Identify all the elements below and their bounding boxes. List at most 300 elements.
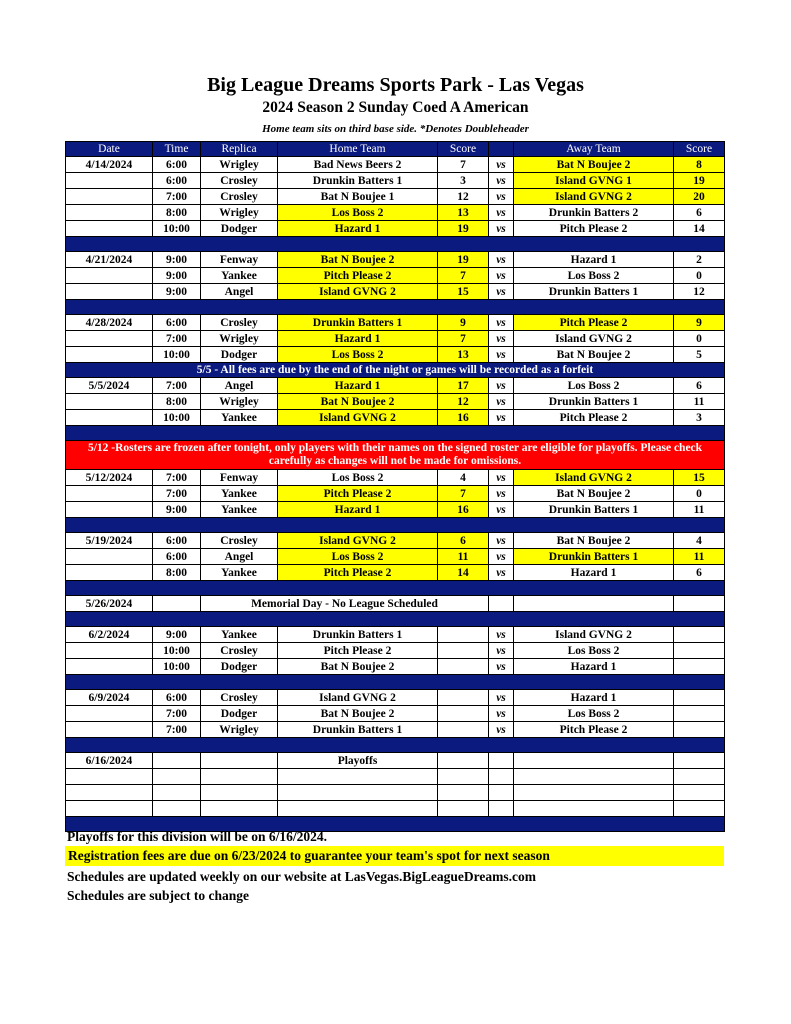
vs-cell: vs: [489, 643, 514, 659]
separator-cell: [66, 518, 725, 533]
away-score-cell: 0: [674, 331, 725, 347]
table-row: [66, 470, 725, 486]
time-cell: 6:00: [153, 533, 201, 549]
home-team-cell: Bat N Boujee 2: [278, 252, 438, 268]
date-cell: [66, 785, 153, 801]
replica-cell: [201, 769, 278, 785]
date-cell: 6/9/2024: [66, 690, 153, 706]
away-score-cell: [674, 722, 725, 738]
home-team-cell: Island GVNG 2: [278, 284, 438, 300]
vs-cell: [489, 769, 514, 785]
home-team-cell: Pitch Please 2: [278, 486, 438, 502]
away-score-cell: [674, 596, 725, 612]
home-team-cell: [278, 801, 438, 817]
separator-cell: [66, 237, 725, 252]
vs-cell: vs: [489, 410, 514, 426]
home-score-cell: [438, 769, 489, 785]
away-score-cell: 20: [674, 189, 725, 205]
away-score-cell: 0: [674, 268, 725, 284]
time-cell: 10:00: [153, 221, 201, 237]
away-score-cell: [674, 659, 725, 675]
table-row: [66, 565, 725, 581]
table-row: [66, 502, 725, 518]
away-team-cell: Pitch Please 2: [514, 315, 674, 331]
away-score-cell: 0: [674, 486, 725, 502]
date-cell: [66, 769, 153, 785]
vs-cell: vs: [489, 470, 514, 486]
home-team-cell: Pitch Please 2: [278, 643, 438, 659]
separator-row: [66, 738, 725, 753]
away-team-cell: Hazard 1: [514, 659, 674, 675]
away-score-cell: [674, 785, 725, 801]
away-score-cell: [674, 690, 725, 706]
col-header-away-team: Away Team: [514, 142, 674, 157]
separator-row: [66, 237, 725, 252]
separator-row: [66, 300, 725, 315]
home-team-cell: Island GVNG 2: [278, 690, 438, 706]
vs-cell: vs: [489, 549, 514, 565]
away-score-cell: 11: [674, 502, 725, 518]
table-row: [66, 722, 725, 738]
home-team-cell: Bat N Boujee 2: [278, 394, 438, 410]
away-team-cell: Drunkin Batters 1: [514, 502, 674, 518]
table-row: [66, 157, 725, 173]
separator-cell: [66, 426, 725, 441]
home-team-cell: Pitch Please 2: [278, 268, 438, 284]
away-team-cell: Bat N Boujee 2: [514, 347, 674, 363]
vs-cell: vs: [489, 722, 514, 738]
time-cell: 6:00: [153, 157, 201, 173]
away-team-cell: Island GVNG 1: [514, 173, 674, 189]
home-score-cell: 3: [438, 173, 489, 189]
home-team-cell: Pitch Please 2: [278, 565, 438, 581]
away-team-cell: Hazard 1: [514, 690, 674, 706]
away-team-cell: Bat N Boujee 2: [514, 157, 674, 173]
home-score-cell: 7: [438, 331, 489, 347]
home-score-cell: 7: [438, 157, 489, 173]
date-cell: 5/26/2024: [66, 596, 153, 612]
replica-cell: Crosley: [201, 189, 278, 205]
date-cell: 5/12/2024: [66, 470, 153, 486]
table-row: [66, 221, 725, 237]
time-cell: 9:00: [153, 252, 201, 268]
time-cell: 10:00: [153, 659, 201, 675]
table-row: [66, 753, 725, 769]
home-team-cell: Drunkin Batters 1: [278, 627, 438, 643]
away-score-cell: 4: [674, 533, 725, 549]
away-team-cell: Drunkin Batters 1: [514, 549, 674, 565]
away-team-cell: [514, 596, 674, 612]
away-team-cell: [514, 769, 674, 785]
away-team-cell: Hazard 1: [514, 252, 674, 268]
vs-cell: vs: [489, 157, 514, 173]
col-header-date: Date: [66, 142, 153, 157]
away-team-cell: Los Boss 2: [514, 706, 674, 722]
home-score-cell: 7: [438, 268, 489, 284]
time-cell: 7:00: [153, 470, 201, 486]
home-team-cell: Bat N Boujee 2: [278, 706, 438, 722]
table-row: [66, 331, 725, 347]
vs-cell: vs: [489, 205, 514, 221]
home-team-cell: Hazard 1: [278, 221, 438, 237]
home-score-cell: [438, 706, 489, 722]
replica-cell: [201, 753, 278, 769]
time-cell: [153, 785, 201, 801]
away-score-cell: 12: [674, 284, 725, 300]
time-cell: [153, 769, 201, 785]
table-row: [66, 549, 725, 565]
home-team-cell: Island GVNG 2: [278, 533, 438, 549]
home-team-cell: Los Boss 2: [278, 205, 438, 221]
page-subtitle: 2024 Season 2 Sunday Coed A American: [262, 99, 529, 116]
home-score-cell: 16: [438, 502, 489, 518]
home-score-cell: [438, 627, 489, 643]
away-score-cell: 9: [674, 315, 725, 331]
replica-cell: Angel: [201, 549, 278, 565]
vs-cell: vs: [489, 252, 514, 268]
away-score-cell: 11: [674, 394, 725, 410]
away-score-cell: 8: [674, 157, 725, 173]
home-score-cell: 16: [438, 410, 489, 426]
date-cell: [66, 173, 153, 189]
date-cell: 6/16/2024: [66, 753, 153, 769]
home-score-cell: [438, 659, 489, 675]
footer-registration-note: Registration fees are due on 6/23/2024 to guarantee your team's spot for next season: [65, 846, 724, 866]
away-team-cell: Pitch Please 2: [514, 410, 674, 426]
table-row: [66, 659, 725, 675]
replica-cell: Wrigley: [201, 157, 278, 173]
home-team-cell: [278, 785, 438, 801]
date-cell: [66, 221, 153, 237]
home-team-cell: Drunkin Batters 1: [278, 315, 438, 331]
away-score-cell: [674, 643, 725, 659]
away-team-cell: Pitch Please 2: [514, 722, 674, 738]
time-cell: 6:00: [153, 690, 201, 706]
vs-cell: vs: [489, 394, 514, 410]
table-row: [66, 486, 725, 502]
date-cell: 5/19/2024: [66, 533, 153, 549]
time-cell: 10:00: [153, 643, 201, 659]
away-score-cell: 19: [674, 173, 725, 189]
table-row: [66, 315, 725, 331]
date-cell: [66, 347, 153, 363]
home-team-cell: Drunkin Batters 1: [278, 722, 438, 738]
date-cell: [66, 706, 153, 722]
table-row: [66, 268, 725, 284]
replica-cell: Yankee: [201, 565, 278, 581]
home-score-cell: 13: [438, 205, 489, 221]
notice-text: 5/5 - All fees are due by the end of the night or games will be recorded as a forfeit: [66, 363, 725, 378]
away-team-cell: Drunkin Batters 2: [514, 205, 674, 221]
home-score-cell: [438, 643, 489, 659]
date-cell: 5/5/2024: [66, 378, 153, 394]
vs-cell: vs: [489, 331, 514, 347]
time-cell: 8:00: [153, 205, 201, 221]
home-score-cell: 11: [438, 549, 489, 565]
away-score-cell: 6: [674, 565, 725, 581]
away-score-cell: [674, 706, 725, 722]
vs-cell: vs: [489, 659, 514, 675]
home-team-cell: Los Boss 2: [278, 470, 438, 486]
time-cell: 7:00: [153, 722, 201, 738]
table-row: [66, 189, 725, 205]
table-row: [66, 690, 725, 706]
table-row: [66, 410, 725, 426]
date-cell: [66, 659, 153, 675]
time-cell: 9:00: [153, 268, 201, 284]
away-team-cell: Pitch Please 2: [514, 221, 674, 237]
date-cell: [66, 189, 153, 205]
away-team-cell: Island GVNG 2: [514, 627, 674, 643]
date-cell: 4/21/2024: [66, 252, 153, 268]
alert-row: [66, 441, 725, 470]
away-score-cell: [674, 627, 725, 643]
home-team-cell: Playoffs: [278, 753, 438, 769]
col-header-vs: [489, 142, 514, 157]
time-cell: 7:00: [153, 378, 201, 394]
replica-cell: Dodger: [201, 706, 278, 722]
date-cell: 4/14/2024: [66, 157, 153, 173]
separator-row: [66, 518, 725, 533]
table-row: [66, 785, 725, 801]
away-score-cell: 3: [674, 410, 725, 426]
span-text: Memorial Day - No League Scheduled: [201, 596, 489, 612]
away-score-cell: 15: [674, 470, 725, 486]
vs-cell: vs: [489, 284, 514, 300]
table-row: [66, 284, 725, 300]
date-cell: [66, 801, 153, 817]
date-cell: [66, 549, 153, 565]
table-header-row: [66, 142, 725, 157]
date-cell: [66, 331, 153, 347]
time-cell: 9:00: [153, 284, 201, 300]
time-cell: 8:00: [153, 394, 201, 410]
time-cell: 10:00: [153, 410, 201, 426]
replica-cell: Wrigley: [201, 722, 278, 738]
table-row: [66, 394, 725, 410]
replica-cell: Angel: [201, 378, 278, 394]
table-row: [66, 252, 725, 268]
page-title: Big League Dreams Sports Park - Las Vegas: [207, 74, 584, 96]
vs-cell: vs: [489, 706, 514, 722]
table-row: [66, 627, 725, 643]
date-cell: [66, 486, 153, 502]
home-score-cell: [438, 690, 489, 706]
time-cell: 9:00: [153, 627, 201, 643]
away-team-cell: Bat N Boujee 2: [514, 486, 674, 502]
replica-cell: Dodger: [201, 221, 278, 237]
home-team-cell: Bad News Beers 2: [278, 157, 438, 173]
vs-cell: [489, 596, 514, 612]
time-cell: 6:00: [153, 315, 201, 331]
home-team-cell: Los Boss 2: [278, 549, 438, 565]
vs-cell: vs: [489, 627, 514, 643]
away-team-cell: Drunkin Batters 1: [514, 394, 674, 410]
replica-cell: Yankee: [201, 486, 278, 502]
time-cell: 7:00: [153, 706, 201, 722]
time-cell: 8:00: [153, 565, 201, 581]
vs-cell: vs: [489, 565, 514, 581]
replica-cell: Wrigley: [201, 205, 278, 221]
replica-cell: Angel: [201, 284, 278, 300]
table-row: [66, 173, 725, 189]
away-team-cell: Los Boss 2: [514, 268, 674, 284]
time-cell: 9:00: [153, 502, 201, 518]
home-score-cell: 12: [438, 394, 489, 410]
date-cell: [66, 722, 153, 738]
vs-cell: vs: [489, 378, 514, 394]
date-cell: [66, 502, 153, 518]
home-score-cell: [438, 722, 489, 738]
home-team-cell: Bat N Boujee 1: [278, 189, 438, 205]
replica-cell: Fenway: [201, 252, 278, 268]
time-cell: [153, 753, 201, 769]
separator-row: [66, 675, 725, 690]
time-cell: [153, 801, 201, 817]
home-team-cell: Drunkin Batters 1: [278, 173, 438, 189]
replica-cell: Crosley: [201, 533, 278, 549]
time-cell: 7:00: [153, 189, 201, 205]
vs-cell: vs: [489, 347, 514, 363]
replica-cell: Crosley: [201, 643, 278, 659]
date-cell: [66, 410, 153, 426]
vs-cell: vs: [489, 533, 514, 549]
away-score-cell: 2: [674, 252, 725, 268]
time-cell: 7:00: [153, 331, 201, 347]
away-score-cell: 6: [674, 205, 725, 221]
away-score-cell: 14: [674, 221, 725, 237]
vs-cell: [489, 785, 514, 801]
home-score-cell: 6: [438, 533, 489, 549]
home-score-cell: 4: [438, 470, 489, 486]
table-row: [66, 533, 725, 549]
separator-row: [66, 581, 725, 596]
separator-cell: [66, 675, 725, 690]
footer-playoffs-note: Playoffs for this division will be on 6/16/2024.: [67, 829, 328, 844]
date-cell: 4/28/2024: [66, 315, 153, 331]
schedule-table: [65, 141, 725, 832]
separator-row: [66, 426, 725, 441]
replica-cell: Crosley: [201, 690, 278, 706]
home-team-cell: Bat N Boujee 2: [278, 659, 438, 675]
time-cell: 6:00: [153, 173, 201, 189]
table-row: [66, 205, 725, 221]
away-team-cell: Bat N Boujee 2: [514, 533, 674, 549]
away-team-cell: Los Boss 2: [514, 378, 674, 394]
home-score-cell: 19: [438, 221, 489, 237]
replica-cell: Yankee: [201, 627, 278, 643]
time-cell: 10:00: [153, 347, 201, 363]
replica-cell: Dodger: [201, 659, 278, 675]
vs-cell: vs: [489, 221, 514, 237]
table-row: [66, 378, 725, 394]
vs-cell: vs: [489, 502, 514, 518]
away-score-cell: 5: [674, 347, 725, 363]
home-team-cell: Hazard 1: [278, 331, 438, 347]
vs-cell: vs: [489, 486, 514, 502]
separator-cell: [66, 300, 725, 315]
replica-cell: Crosley: [201, 315, 278, 331]
time-cell: 6:00: [153, 549, 201, 565]
replica-cell: Fenway: [201, 470, 278, 486]
alert-text: 5/12 -Rosters are frozen after tonight, only players with their names on the signed roster are eligible for playoffs. Please check carefully as changes will not be made for omissions.: [66, 441, 725, 470]
footer-website-note: Schedules are updated weekly on our website at LasVegas.BigLeagueDreams.com: [67, 869, 537, 884]
table-row: [66, 769, 725, 785]
away-team-cell: [514, 785, 674, 801]
footer-change-note: Schedules are subject to change: [67, 888, 249, 903]
time-cell: [153, 596, 201, 612]
vs-cell: [489, 801, 514, 817]
col-header-away-score: Score: [674, 142, 725, 157]
date-cell: [66, 643, 153, 659]
replica-cell: Yankee: [201, 502, 278, 518]
replica-cell: Dodger: [201, 347, 278, 363]
away-team-cell: [514, 801, 674, 817]
away-team-cell: Island GVNG 2: [514, 331, 674, 347]
date-cell: [66, 284, 153, 300]
col-header-replica: Replica: [201, 142, 278, 157]
separator-row: [66, 612, 725, 627]
home-score-cell: 13: [438, 347, 489, 363]
col-header-time: Time: [153, 142, 201, 157]
home-score-cell: [438, 785, 489, 801]
home-team-cell: Island GVNG 2: [278, 410, 438, 426]
replica-cell: Crosley: [201, 173, 278, 189]
replica-cell: [201, 801, 278, 817]
date-cell: [66, 268, 153, 284]
notice-row: [66, 363, 725, 378]
date-cell: [66, 565, 153, 581]
table-row: [66, 643, 725, 659]
vs-cell: vs: [489, 173, 514, 189]
replica-cell: Wrigley: [201, 331, 278, 347]
home-score-cell: 12: [438, 189, 489, 205]
away-score-cell: [674, 753, 725, 769]
away-team-cell: Drunkin Batters 1: [514, 284, 674, 300]
date-cell: [66, 394, 153, 410]
replica-cell: [201, 785, 278, 801]
table-row: [66, 706, 725, 722]
separator-cell: [66, 612, 725, 627]
away-team-cell: Los Boss 2: [514, 643, 674, 659]
time-cell: 7:00: [153, 486, 201, 502]
away-team-cell: Hazard 1: [514, 565, 674, 581]
separator-cell: [66, 581, 725, 596]
replica-cell: Yankee: [201, 268, 278, 284]
away-team-cell: Island GVNG 2: [514, 470, 674, 486]
away-score-cell: 11: [674, 549, 725, 565]
replica-cell: Yankee: [201, 410, 278, 426]
away-score-cell: 6: [674, 378, 725, 394]
date-cell: [66, 205, 153, 221]
away-team-cell: [514, 753, 674, 769]
table-row: [66, 596, 725, 612]
home-team-cell: Los Boss 2: [278, 347, 438, 363]
away-score-cell: [674, 769, 725, 785]
home-score-cell: [438, 753, 489, 769]
vs-cell: [489, 753, 514, 769]
table-row: [66, 347, 725, 363]
separator-cell: [66, 738, 725, 753]
col-header-home-team: Home Team: [278, 142, 438, 157]
vs-cell: vs: [489, 690, 514, 706]
home-score-cell: 15: [438, 284, 489, 300]
away-team-cell: Island GVNG 2: [514, 189, 674, 205]
vs-cell: vs: [489, 315, 514, 331]
col-header-home-score: Score: [438, 142, 489, 157]
home-team-cell: [278, 769, 438, 785]
vs-cell: vs: [489, 268, 514, 284]
